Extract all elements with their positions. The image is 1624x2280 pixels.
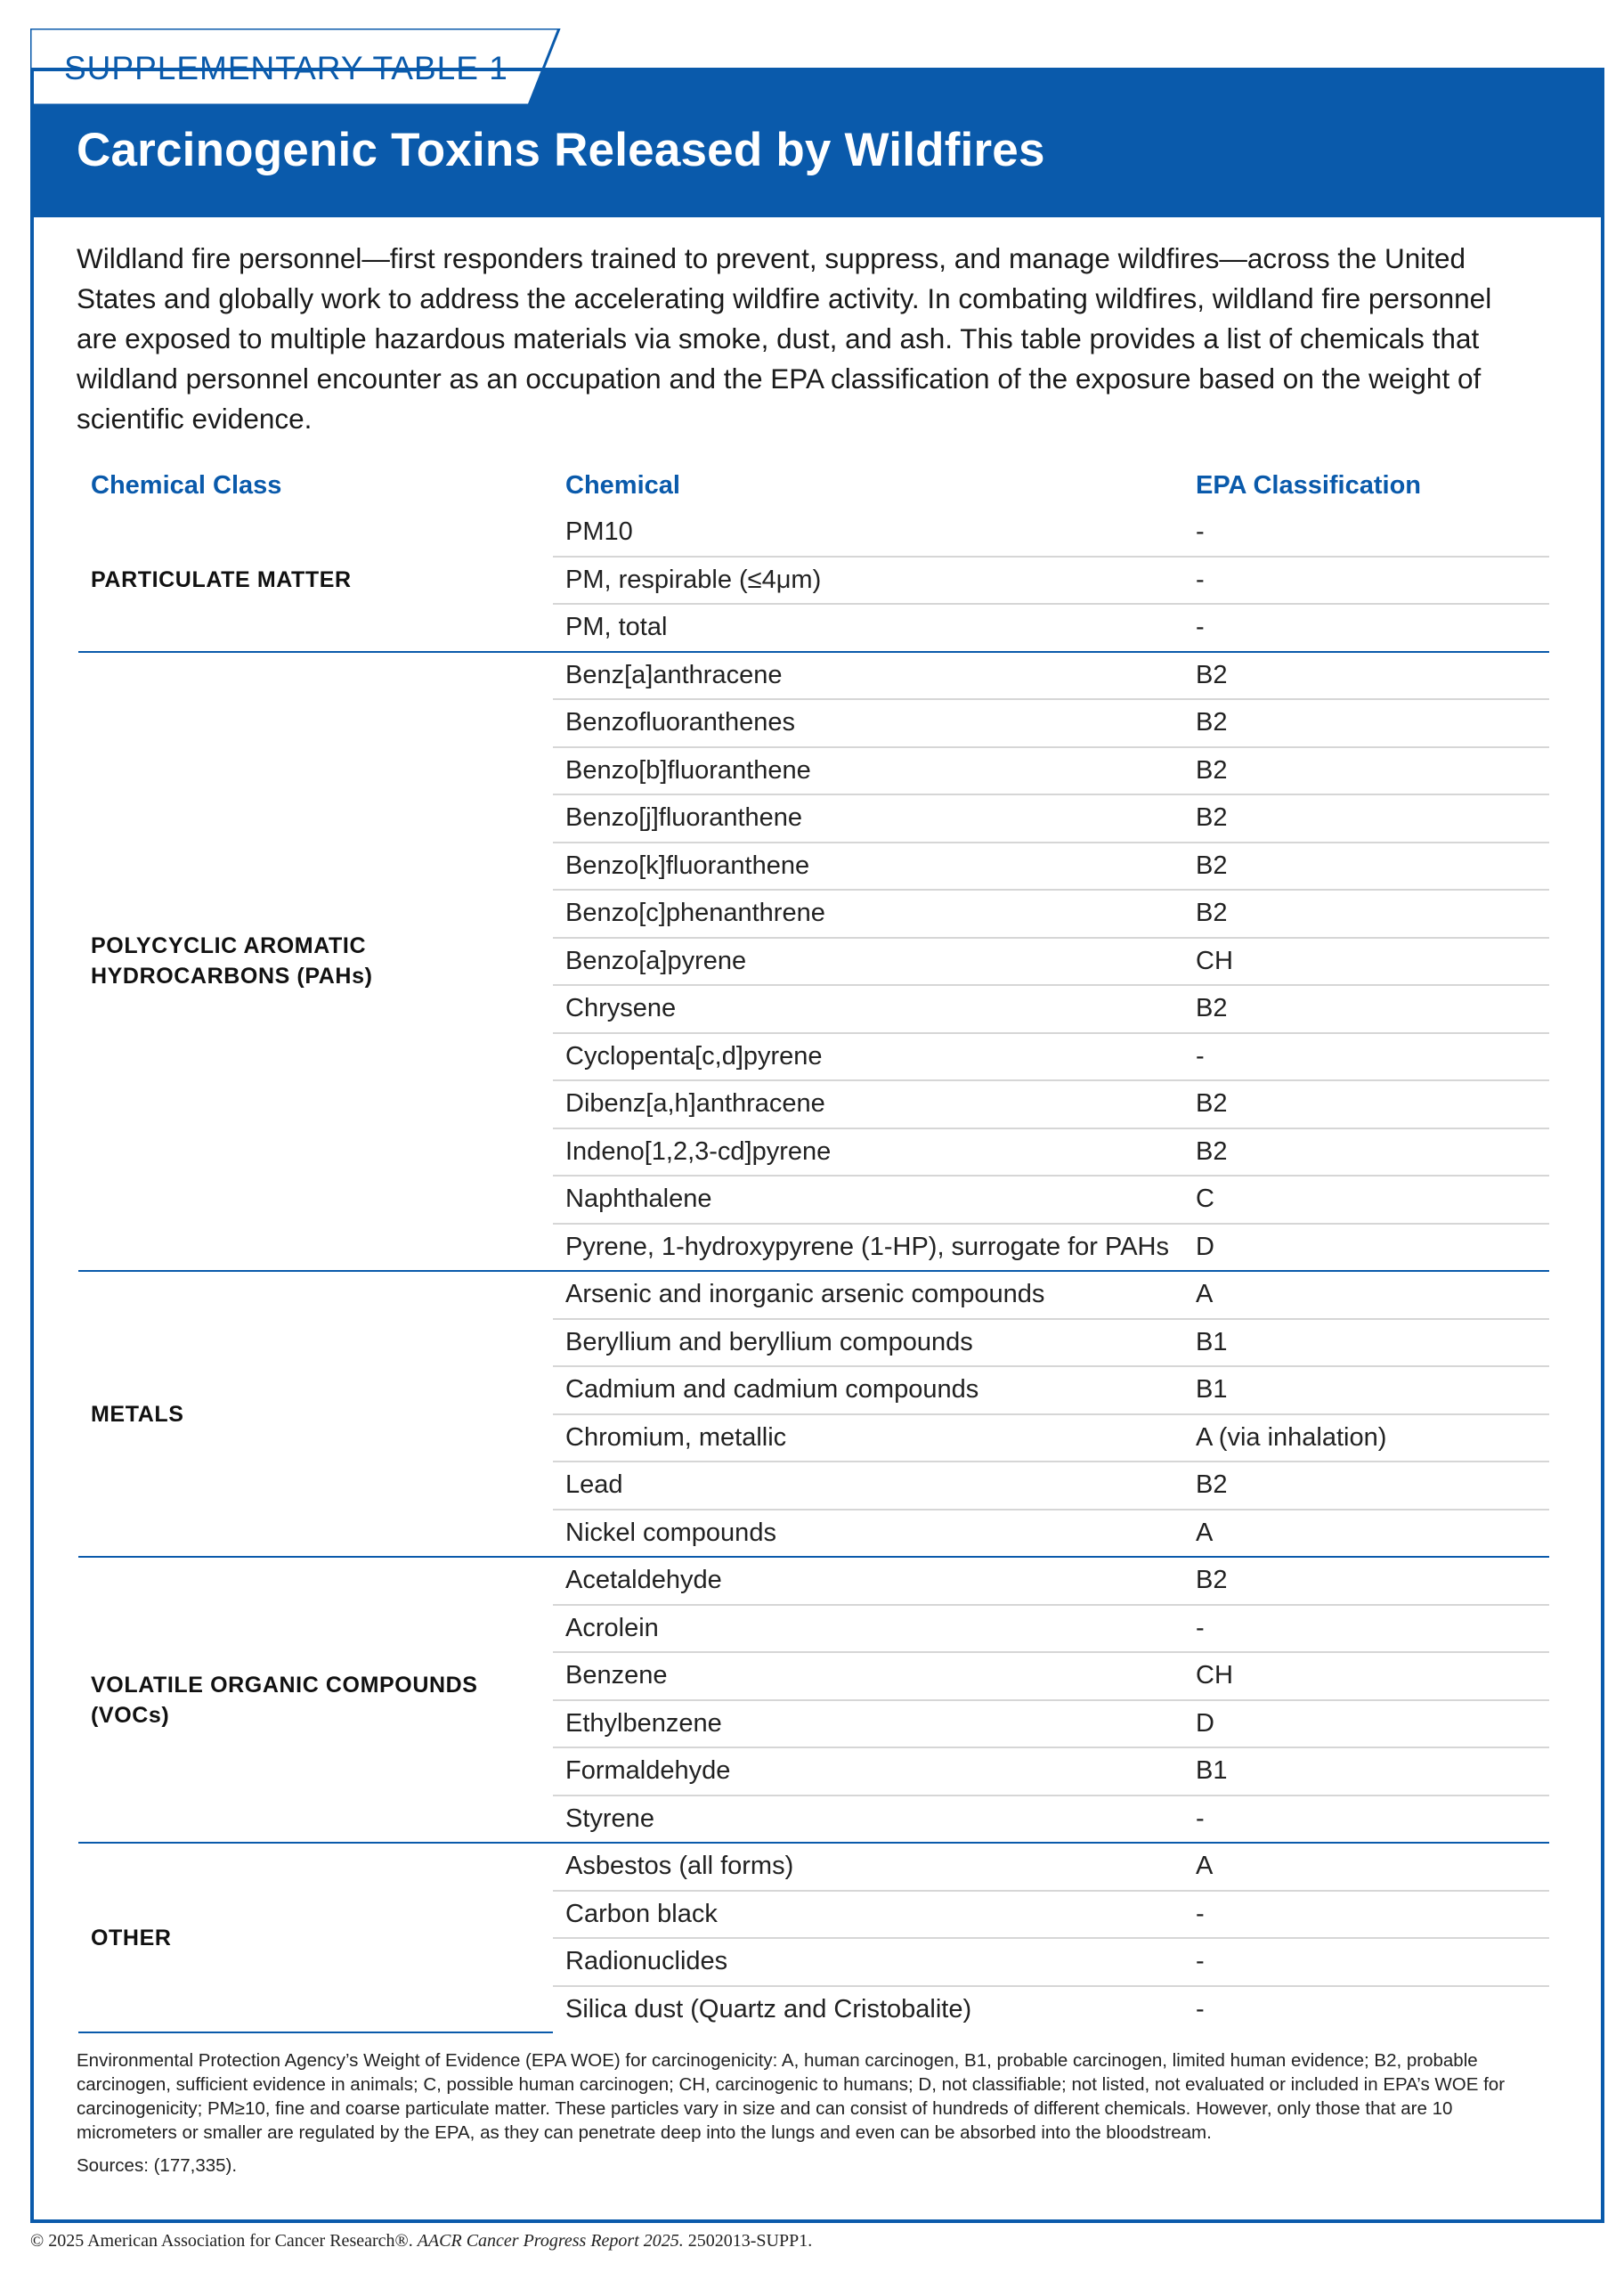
epa-classification-cell: A [1183,1843,1549,1891]
epa-classification-cell: A [1183,1271,1549,1319]
chemical-cell: Beryllium and beryllium compounds [553,1319,1183,1367]
epa-classification-cell: B2 [1183,1128,1549,1177]
chemical-cell: Benzo[k]fluoranthene [553,843,1183,891]
epa-classification-cell: CH [1183,1652,1549,1700]
table-header-row [78,461,1549,509]
chemical-cell: Benzene [553,1652,1183,1700]
epa-classification-cell: B2 [1183,843,1549,891]
chemical-cell: Benzo[j]fluoranthene [553,794,1183,843]
epa-classification-cell: B1 [1183,1747,1549,1796]
epa-classification-cell: - [1183,1891,1549,1939]
epa-classification-cell: B2 [1183,1080,1549,1128]
table-row [78,1557,1549,1605]
chemical-cell: Ethylbenzene [553,1700,1183,1748]
chemical-cell: Acetaldehyde [553,1557,1183,1605]
epa-classification-cell: B2 [1183,890,1549,938]
column-header-chemical: Chemical [565,470,680,500]
chemical-class-cell: VOLATILE ORGANIC COMPOUNDS (VOCs) [78,1557,553,1843]
table-row [78,652,1549,700]
chemical-cell: Styrene [553,1796,1183,1844]
tab-label: SUPPLEMENTARY TABLE 1 [64,50,508,86]
intro-paragraph: Wildland fire personnel—first responders trained to prevent, suppress, and manage wildfires—across the United States and globally work to address the accelerating wildfire activity. In combating wildfires, wildland fire personnel are exposed to multiple hazardous materials via smoke, dust, and ash. This table provides a list of chemicals that wildland personnel encounter as an occupation and the EPA classification of the exposure based on the weight of scientific evidence. [77,242,1492,435]
epa-classification-cell: - [1183,1796,1549,1844]
epa-classification-cell: - [1183,604,1549,652]
chemical-class-cell: PARTICULATE MATTER [78,509,553,652]
epa-classification-cell: - [1183,1605,1549,1653]
epa-classification-cell: B1 [1183,1319,1549,1367]
table-row [78,1271,1549,1319]
chemical-cell: Cyclopenta[c,d]pyrene [553,1033,1183,1081]
epa-classification-cell: C [1183,1176,1549,1224]
copyright-report: AACR Cancer Progress Report 2025. [417,2231,684,2251]
toxins-table [78,461,1549,2033]
epa-classification-cell: B2 [1183,1462,1549,1510]
chemical-cell: Dibenz[a,h]anthracene [553,1080,1183,1128]
copyright-code: 2502013-SUPP1. [687,2231,813,2251]
chemical-cell: Asbestos (all forms) [553,1843,1183,1891]
chemical-cell: Nickel compounds [553,1510,1183,1558]
epa-classification-cell: A [1183,1510,1549,1558]
chemical-cell: Naphthalene [553,1176,1183,1224]
chemical-cell: Carbon black [553,1891,1183,1939]
epa-classification-cell: B2 [1183,699,1549,747]
chemical-cell: Benzo[b]fluoranthene [553,747,1183,795]
chemical-cell: Radionuclides [553,1938,1183,1986]
chemical-cell: Silica dust (Quartz and Cristobalite) [565,1994,972,2024]
chemical-cell: Pyrene, 1-hydroxypyrene (1-HP), surrogate for PAHs [553,1224,1183,1272]
chemical-cell: PM10 [553,509,1183,557]
chemical-cell: Benzofluoranthenes [553,699,1183,747]
epa-classification-cell: B2 [1183,985,1549,1033]
chemical-cell: PM, total [553,604,1183,652]
epa-classification-cell: A (via inhalation) [1183,1414,1549,1462]
epa-classification-cell: B2 [1183,1557,1549,1605]
chemical-class-cell: POLYCYCLIC AROMATIC HYDROCARBONS (PAHs) [78,652,553,1272]
footnote: Environmental Protection Agency’s Weight of Evidence (EPA WOE) for carcinogenicity: A, human carcinogen, B1, probable carcinogen, limited human evidence; B2, probable carcinogen, sufficient evidence in animals; C, possible human carcinogen; CH, carcinogenic to humans; D, not classifiable; not listed, not evaluated or included in EPA’s WOE for carcinogenicity; PM≥10, fine and coarse particulate matter. These particles vary in size and can consist of hundreds of different chemicals. However, only those that are 10 micrometers or smaller are regulated by the EPA, as they can penetrate deep into the lungs and even can be absorbed into the bloodstream. [77,2050,1506,2143]
copyright-prefix: © 2025 American Association for Cancer Research®. [30,2231,413,2251]
chemical-cell: Chrysene [553,985,1183,1033]
column-header-class: Chemical Class [91,470,282,500]
chemical-cell: Benzo[c]phenanthrene [553,890,1183,938]
epa-classification-cell: D [1183,1700,1549,1748]
epa-classification-cell: - [1183,509,1549,557]
epa-classification-cell: - [1183,557,1549,605]
chemical-cell: Indeno[1,2,3-cd]pyrene [553,1128,1183,1177]
column-header-epa: EPA Classification [1196,470,1422,500]
epa-classification-cell: - [1183,1033,1549,1081]
chemical-class-cell: OTHER [78,1843,553,2032]
chemical-cell: PM, respirable (≤4μm) [553,557,1183,605]
copyright-line [30,2231,812,2252]
chemical-cell: Benzo[a]pyrene [553,938,1183,986]
epa-classification-cell: B1 [1183,1366,1549,1414]
epa-classification-cell: B2 [1183,652,1549,700]
epa-classification-cell: - [1183,1938,1549,1986]
table-row [78,1843,1549,1891]
chemical-cell: Acrolein [553,1605,1183,1653]
epa-classification-cell: B2 [1183,747,1549,795]
chemical-cell: Cadmium and cadmium compounds [553,1366,1183,1414]
chemical-class-cell: METALS [78,1271,553,1557]
table-body [78,509,1549,2032]
sources: Sources: (177,335). [77,2155,238,2176]
table-row [78,509,1549,557]
chemical-cell: Chromium, metallic [553,1414,1183,1462]
chemical-cell: Lead [553,1462,1183,1510]
epa-classification-cell: - [1196,1994,1205,2024]
chemical-cell: Arsenic and inorganic arsenic compounds [553,1271,1183,1319]
epa-classification-cell: B2 [1183,794,1549,843]
chemical-cell: Benz[a]anthracene [553,652,1183,700]
chemical-cell: Formaldehyde [553,1747,1183,1796]
epa-classification-cell: D [1183,1224,1549,1272]
page-title: Carcinogenic Toxins Released by Wildfires [77,124,1045,176]
epa-classification-cell: CH [1183,938,1549,986]
